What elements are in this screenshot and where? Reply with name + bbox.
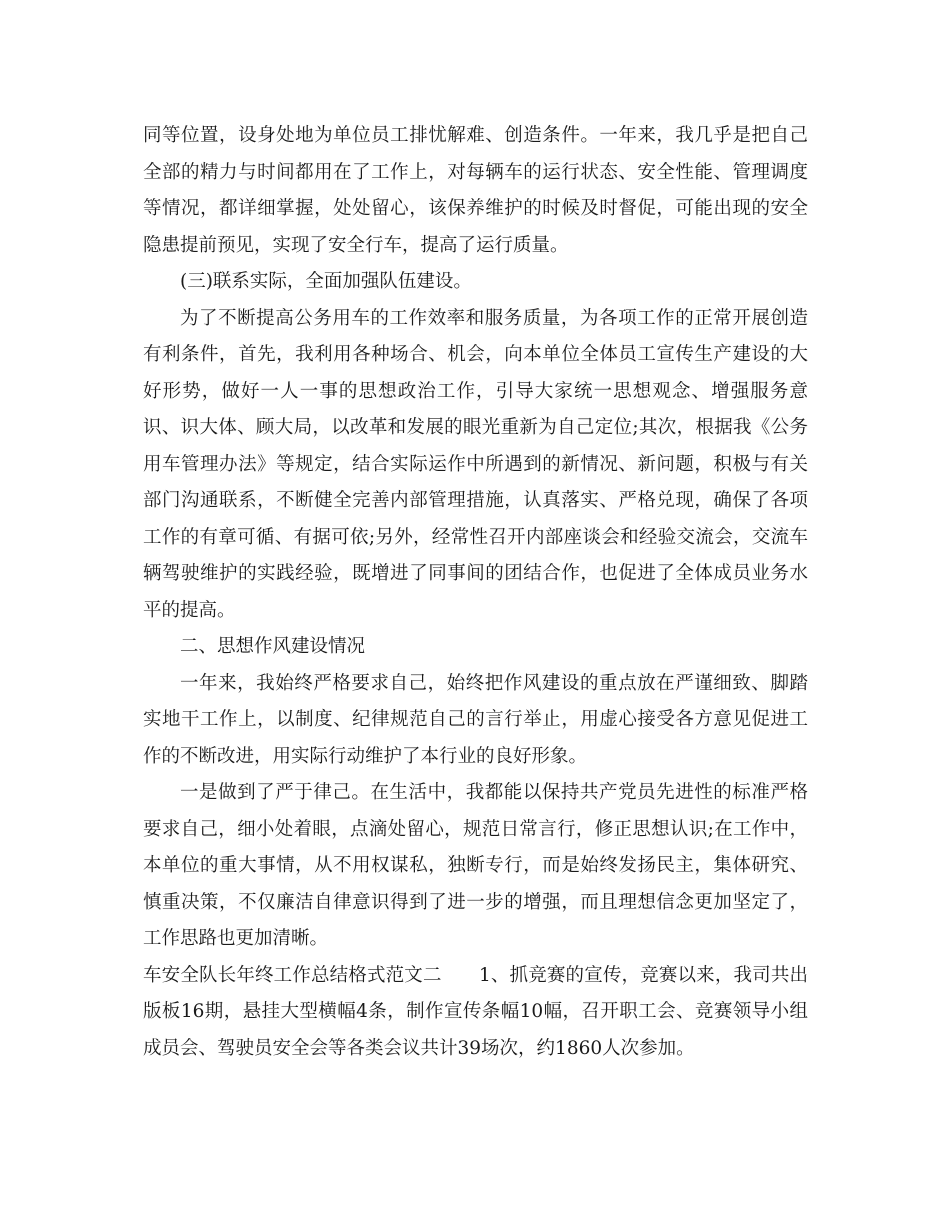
paragraph-work-style: 一年来，我始终严格要求自己，始终把作风建设的重点放在严谨细致、脚踏实地干工作上，以制度、纪律规范自己的言行举止，用虚心接受各方意见促进工作的不断改进，用实际行动维护了本行业的良好形象。 xyxy=(143,672,808,767)
paragraph-team-building: 为了不断提高公务用车的工作效率和服务质量，为各项工作的正常开展创造有利条件，首先，我利用各种场合、机会，向本单位全体员工宣传生产建设的大好形势，做好一人一事的思想政治工作，引导大家统一思想观念、增强服务意识、识大体、顾大局，以改革和发展的眼光重新为自己定位;其次，根据我《公务用车管理办法》等规定，结合实际运作中所遇到的新情况、新问题，积极与有关部门沟通联系，不断健全完善内部管理措施，认真落实、严格兑现，确保了各项工作的有章可循、有据可依;另外，经常性召开内部座谈会和经验交流会，交流车辆驾驶维护的实践经验，既增进了同事间的团结合作，也促进了全体成员业务水平的提高。 xyxy=(143,307,808,621)
document-body xyxy=(143,118,808,1067)
paragraph-self-discipline: 一是做到了严于律己。在生活中，我都能以保持共产党员先进性的标准严格要求自己，细小处着眼，点滴处留心，规范日常言行，修正思想认识;在工作中，本单位的重大事情，从不用权谋私，独断专行，而是始终发扬民主，集体研究、慎重决策，不仅廉洁自律意识得到了进一步的增强，而且理想信念更加坚定了，工作思路也更加清晰。 xyxy=(143,782,808,949)
paragraph-sample-two: 车安全队长年终工作总结格式范文二 1、抓竞赛的宣传，竞赛以来，我司共出版板16期，悬挂大型横幅4条，制作宣传条幅10幅，召开职工会、竞赛领导小组成员会、驾驶员安全会等各类会议共计39场次，约1860人次参加。 xyxy=(143,964,808,1059)
section-heading-team-building: (三)联系实际，全面加强队伍建设。 xyxy=(180,271,472,292)
section-heading-work-style: 二、思想作风建设情况 xyxy=(180,636,366,657)
paragraph-vehicle-management: 同等位置，设身处地为单位员工排忧解难、创造条件。一年来，我几乎是把自己全部的精力与时间都用在了工作上，对每辆车的运行状态、安全性能、管理调度等情况，都详细掌握，处处留心，该保养维护的时候及时督促，可能出现的安全隐患提前预见，实现了安全行车，提高了运行质量。 xyxy=(143,125,808,256)
